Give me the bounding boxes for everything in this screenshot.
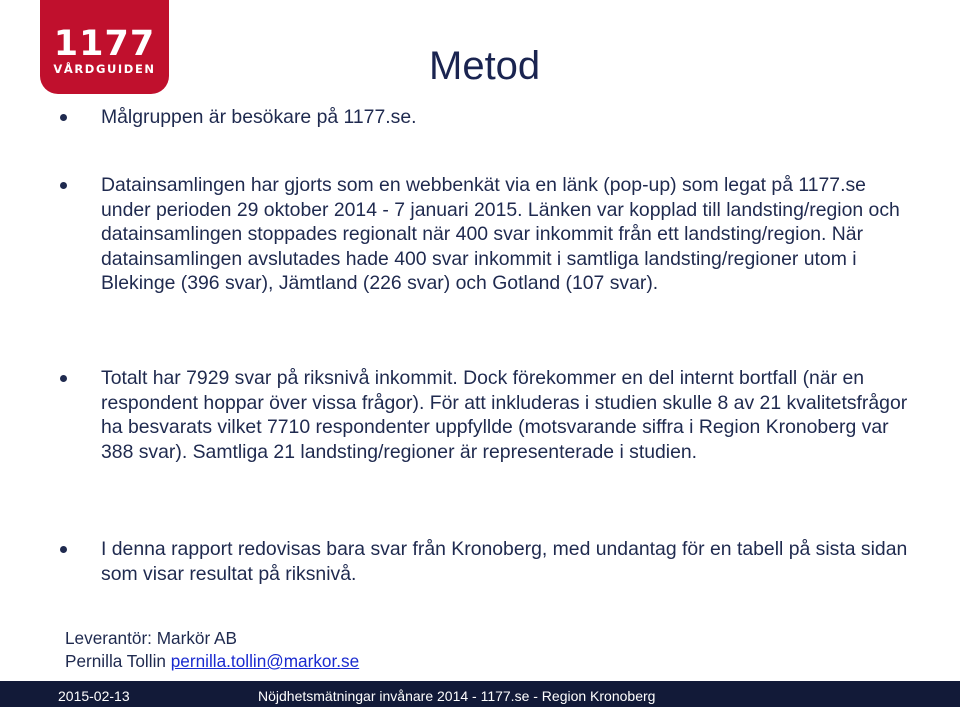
vendor-contact bbox=[65, 650, 359, 673]
bullet-text: I denna rapport redovisas bara svar från Kronoberg, med undantag för en tabell på sista sidan som visar resultat på riksnivå. bbox=[101, 538, 908, 585]
bullet-item bbox=[101, 366, 911, 464]
bullet-text: Datainsamlingen har gjorts som en webbenkät via en länk (pop-up) som legat på 1177.se under perioden 29 oktober 2014 - 7 januari 2015. Länken var kopplad till landsting/region och datainsamlingen stoppades regionalt när 400 svar inkommit från ett landsting/region. När datainsamlingen avslutades hade 400 svar inkommit i samtliga landsting/regioner utom i Blekinge (396 svar), Jämtland (226 svar) och Gotland (107 svar). bbox=[101, 174, 900, 295]
page-title: Metod bbox=[429, 44, 541, 88]
bullet-item bbox=[101, 173, 911, 296]
contact-email-link[interactable]: pernilla.tollin@markor.se bbox=[170, 651, 360, 671]
bullet-text: Totalt har 7929 svar på riksnivå inkommit. Dock förekommer en del internt bortfall (när en respondent hoppar över vissa frågor). För att inkluderas i studien skulle 8 av 21 kvalitetsfrågor ha besvarats vilket 7710 respondenter uppfyllde (motsvarande siffra i Region Kronoberg var 388 svar). Samtliga 21 landsting/regioner är representerade i studien. bbox=[101, 367, 908, 463]
bullet-dot-icon bbox=[60, 375, 67, 382]
bullet-text: Målgruppen är besökare på 1177.se. bbox=[101, 106, 417, 128]
vendor-line: Leverantör: Markör AB bbox=[65, 628, 237, 648]
bullet-dot-icon bbox=[60, 182, 67, 189]
vendor-info bbox=[65, 627, 359, 673]
logo-number: 1177 bbox=[53, 23, 156, 64]
footer-date: 2015-02-13 bbox=[58, 688, 130, 704]
bullet-item bbox=[101, 105, 911, 130]
vardguiden-logo bbox=[40, 0, 169, 94]
bullet-dot-icon bbox=[60, 546, 67, 553]
bullet-item bbox=[101, 537, 911, 586]
bullet-dot-icon bbox=[60, 114, 67, 121]
footer-title: Nöjdhetsmätningar invånare 2014 - 1177.se - Region Kronoberg bbox=[258, 688, 656, 704]
footer-bar bbox=[0, 681, 960, 707]
logo-name: VÅRDGUIDEN bbox=[53, 61, 156, 76]
contact-name: Pernilla Tollin bbox=[65, 651, 166, 671]
